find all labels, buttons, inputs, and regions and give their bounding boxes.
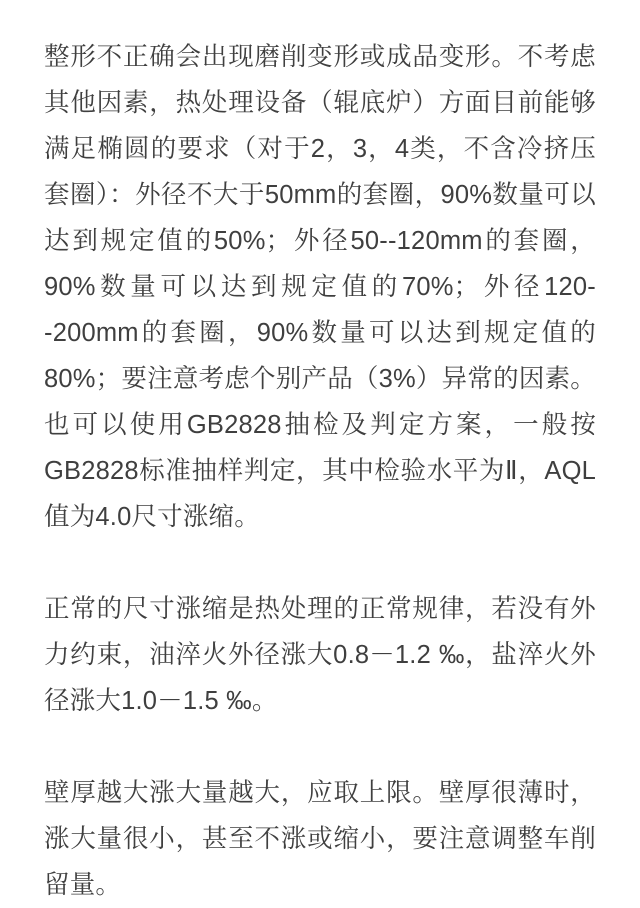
paragraph-3: 壁厚越大涨大量越大，应取上限。壁厚很薄时，涨大量很小，甚至不涨或缩小，要注意调整车削留量。 [44, 779, 596, 899]
paragraph-1: 整形不正确会出现磨削变形或成品变形。不考虑其他因素，热处理设备（辊底炉）方面目前能够满足椭圆的要求（对于2，3，4类，不含冷挤压套圈）：外径不大于50mm的套圈，90%数量可以达到规定值的50%；外径50--120mm的套圈，90%数量可以达到规定值的70%；外径120--200mm的套圈，90%数量可以达到规定值的80%；要注意考虑个别产品（3%）异常的因素。也可以使用GB2828抽检及判定方案，一般按GB2828标准抽样判定，其中检验水平为Ⅱ，AQL 值为4.0尺寸涨缩。 [44, 43, 596, 531]
paragraph-2: 正常的尺寸涨缩是热处理的正常规律，若没有外力约束，油淬火外径涨大0.8－1.2 ‰，盐淬火外径涨大1.0－1.5 ‰。 [44, 595, 596, 715]
